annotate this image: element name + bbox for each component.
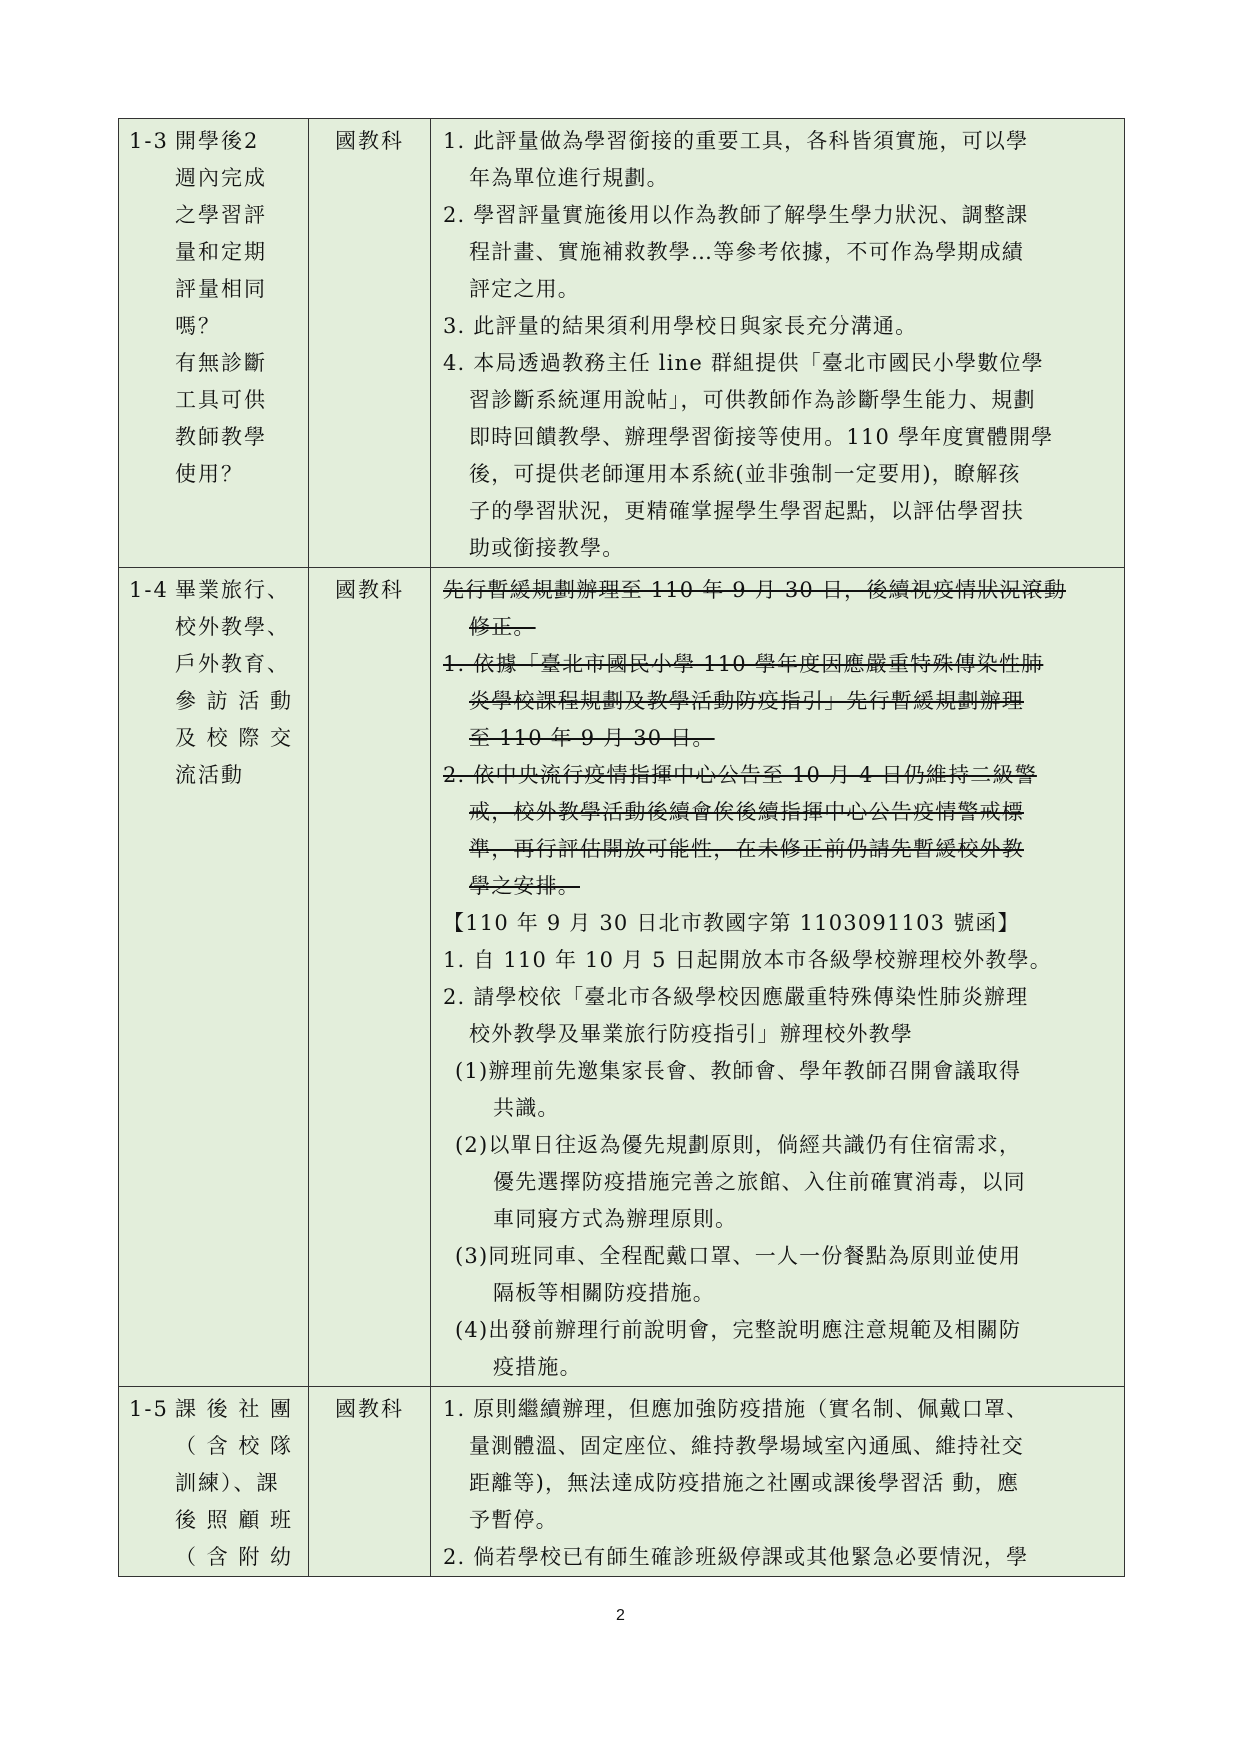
- topic-line: （ 含 校 隊: [175, 1434, 294, 1458]
- answer-line: 1. 原則繼續辦理，但應加強防疫措施（實名制、佩戴口罩、: [443, 1397, 1029, 1421]
- answer-item: [443, 123, 1124, 197]
- table-row: [119, 1387, 1125, 1577]
- department-cell: [309, 119, 431, 568]
- answer-cell: [431, 568, 1125, 1387]
- topic-cell: [119, 1387, 309, 1577]
- notice-line: 【110 年 9 月 30 日北市教國字第 1103091103 號函】: [443, 911, 1020, 935]
- notice-reference: [443, 905, 1124, 942]
- answer-line: 戒，校外教學活動後續會俟後續指揮中心公告疫情警戒標: [469, 800, 1024, 824]
- department: 國教科: [335, 1397, 404, 1421]
- topic-line: 後 照 顧 班: [175, 1508, 294, 1532]
- answer-line: 共識。: [493, 1096, 560, 1120]
- answer-item: [443, 345, 1124, 567]
- topic-line: 訓練）、課: [175, 1471, 280, 1495]
- answer-line: 疫措施。: [493, 1355, 582, 1379]
- answer-line: 3. 此評量的結果須利用學校日與家長充分溝通。: [443, 314, 918, 338]
- answer-item: [443, 1312, 1124, 1386]
- answer-item: [443, 308, 1124, 345]
- topic-line: 及 校 際 交: [175, 726, 294, 750]
- answer-item: [443, 979, 1124, 1053]
- answer-line: 距離等)，無法達成防疫措施之社團或課後學習活 動，應: [469, 1471, 1020, 1495]
- answer-line: 隔板等相關防疫措施。: [493, 1281, 715, 1305]
- answer-item: [443, 1053, 1124, 1127]
- answer-line: 準，再行評估開放可能性，在未修正前仍請先暫緩校外教: [469, 837, 1024, 861]
- answer-line: 至 110 年 9 月 30 日。: [469, 726, 715, 750]
- topic-cell: [119, 568, 309, 1387]
- topic-line: 畢業旅行、: [175, 578, 290, 602]
- answer-line: 優先選擇防疫措施完善之旅館、入住前確實消毒，以同: [493, 1170, 1026, 1194]
- department: 國教科: [335, 578, 404, 602]
- page-number: 2: [616, 1607, 625, 1624]
- answer-line: 2. 請學校依「臺北市各級學校因應嚴重特殊傳染性肺炎辦理: [443, 985, 1029, 1009]
- answer-line: (2)以單日往返為優先規劃原則，倘經共識仍有住宿需求，: [455, 1133, 1022, 1157]
- answer-line: 1. 依據「臺北市國民小學 110 學年度因應嚴重特殊傳染性肺: [443, 652, 1044, 676]
- topic-line: 參 訪 活 動: [175, 689, 294, 713]
- topic-line: 校外教學、: [175, 615, 290, 639]
- answer-item: [443, 1391, 1124, 1539]
- topic-line: 工具可供: [175, 388, 267, 412]
- department-cell: [309, 1387, 431, 1577]
- topic-line: 評量相同: [175, 277, 267, 301]
- topic-cell: [119, 119, 309, 568]
- answer-line: 1. 自 110 年 10 月 5 日起開放本市各級學校辦理校外教學。: [443, 948, 1052, 972]
- answer-cell: [431, 1387, 1125, 1577]
- answer-item: [443, 572, 1124, 646]
- table-row: [119, 568, 1125, 1387]
- topic-line: 量和定期: [175, 240, 267, 264]
- topic-line: 使用？: [175, 462, 244, 486]
- answer-line: 2. 依中央流行疫情指揮中心公告至 10 月 4 日仍維持二級警: [443, 763, 1037, 787]
- answer-item: [443, 1238, 1124, 1312]
- answer-line: 車同寢方式為辦理原則。: [493, 1207, 738, 1231]
- answer-line: 年為單位進行規劃。: [469, 166, 669, 190]
- answer-item: [443, 1539, 1124, 1576]
- answer-line: 習診斷系統運用說帖」，可供教師作為診斷學生能力、規劃: [469, 388, 1036, 412]
- answer-line: 炎學校課程規劃及教學活動防疫指引」先行暫緩規劃辦理: [469, 689, 1024, 713]
- answer-line: (1)辦理前先邀集家長會、教師會、學年教師召開會議取得: [455, 1059, 1022, 1083]
- qa-table: [118, 118, 1125, 1577]
- topic-line: 課 後 社 團: [175, 1397, 294, 1421]
- answer-line: 即時回饋教學、辦理學習銜接等使用。110 學年度實體開學: [469, 425, 1054, 449]
- answer-line: 4. 本局透過教務主任 line 群組提供「臺北市國民小學數位學: [443, 351, 1044, 375]
- department-cell: [309, 568, 431, 1387]
- topic-line: 戶外教育、: [175, 652, 290, 676]
- topic-line: 之學習評: [175, 203, 267, 227]
- topic-code: 1-5: [129, 1397, 169, 1421]
- answer-line: (4)出發前辦理行前說明會，完整說明應注意規範及相關防: [455, 1318, 1022, 1342]
- answer-line: 2. 倘若學校已有師生確診班級停課或其他緊急必要情況，學: [443, 1545, 1029, 1569]
- topic-line: 嗎？: [175, 314, 221, 338]
- answer-line: 予暫停。: [469, 1508, 558, 1532]
- answer-line: (3)同班同車、全程配戴口罩、一人一份餐點為原則並使用: [455, 1244, 1022, 1268]
- topic-line: 開學後2: [175, 129, 260, 153]
- answer-line: 學之安排。: [469, 874, 580, 898]
- answer-line: 程計畫、實施補救教學…等參考依據，不可作為學期成績: [469, 240, 1024, 264]
- answer-item: [443, 1127, 1124, 1238]
- answer-line: 1. 此評量做為學習銜接的重要工具，各科皆須實施，可以學: [443, 129, 1029, 153]
- answer-line: 校外教學及畢業旅行防疫指引」辦理校外教學: [469, 1022, 913, 1046]
- answer-line: 修正。: [469, 615, 536, 639]
- answer-item: [443, 942, 1124, 979]
- answer-line: 後，可提供老師運用本系統(並非強制一定要用)，瞭解孩: [469, 462, 1021, 486]
- answer-line: 助或銜接教學。: [469, 536, 625, 560]
- table-row: [119, 119, 1125, 568]
- topic-line: 有無診斷: [175, 351, 267, 375]
- topic-line: （ 含 附 幼: [175, 1545, 294, 1569]
- answer-line: 量測體溫、固定座位、維持教學場域室內通風、維持社交: [469, 1434, 1024, 1458]
- answer-line: 評定之用。: [469, 277, 580, 301]
- topic-code: 1-4: [129, 578, 169, 602]
- topic-line: 流活動: [175, 763, 244, 787]
- department: 國教科: [335, 129, 404, 153]
- answer-item: [443, 197, 1124, 308]
- answer-line: 先行暫緩規劃辦理至 110 年 9 月 30 日，後續視疫情狀況滾動: [443, 578, 1067, 602]
- answer-line: 2. 學習評量實施後用以作為教師了解學生學力狀況、調整課: [443, 203, 1029, 227]
- answer-line: 子的學習狀況，更精確掌握學生學習起點，以評估學習扶: [469, 499, 1024, 523]
- answer-cell: [431, 119, 1125, 568]
- answer-item: [443, 646, 1124, 757]
- topic-line: 教師教學: [175, 425, 267, 449]
- topic-line: 週內完成: [175, 166, 267, 190]
- topic-code: 1-3: [129, 129, 169, 153]
- answer-item: [443, 757, 1124, 905]
